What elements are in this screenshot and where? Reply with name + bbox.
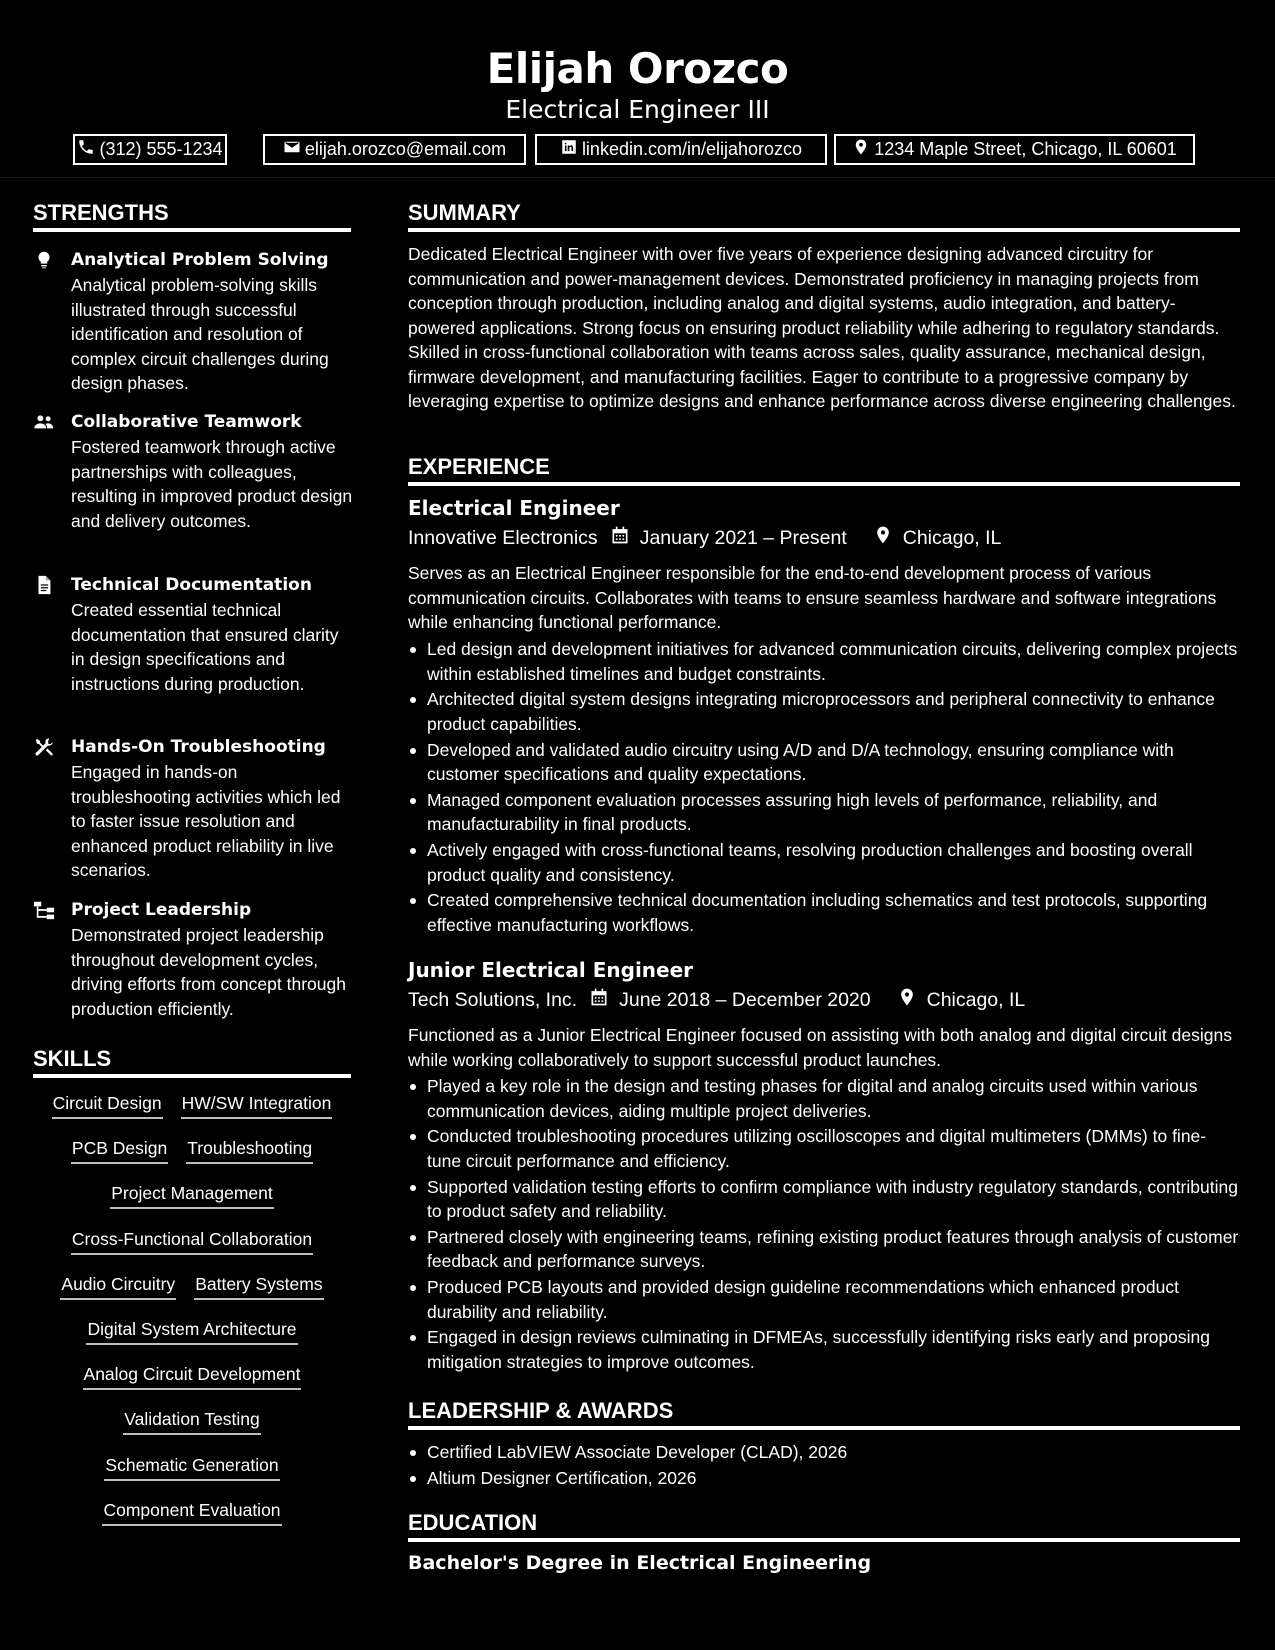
skills-list <box>33 1092 351 1544</box>
document-icon <box>33 574 55 596</box>
summary-heading: SUMMARY <box>408 199 1240 232</box>
job-bullets <box>408 1074 1240 1376</box>
strength-item <box>33 248 353 398</box>
job-location: Chicago, IL <box>926 988 1026 1011</box>
education-heading: EDUCATION <box>408 1509 1240 1542</box>
strength-description: Created essential technical documentation that ensured clarity in design specifications and instructions during production. <box>71 600 339 694</box>
lightbulb-icon <box>33 249 55 271</box>
strengths-heading: STRENGTHS <box>33 199 351 232</box>
job-title: Electrical Engineer <box>408 496 620 520</box>
bullet-item: Conducted troubleshooting procedures utilizing oscilloscopes and digital multimeters (DMMs) to fine-tune circuit performance and efficiency. <box>408 1124 1240 1173</box>
sitemap-icon <box>33 899 55 921</box>
skill-tag: Validation Testing <box>123 1408 261 1435</box>
skill-tag: Digital System Architecture <box>86 1318 297 1345</box>
job-description: Serves as an Electrical Engineer responsible for the end-to-end development process of various communication circuits. Collaborates with teams to ensure seamless hardware and software integrations while enhancing functional performance. <box>408 563 1217 632</box>
bullet-item: Partnered closely with engineering teams, refining existing product features through analysis of customer feedback and performance surveys. <box>408 1225 1240 1274</box>
strength-item <box>33 735 353 885</box>
bullet-item: Supported validation testing efforts to confirm compliance with industry regulatory standards, contributing to product safety and reliability. <box>408 1175 1240 1224</box>
bullet-item: Produced PCB layouts and provided design guideline recommendations which enhanced product durability and reliability. <box>408 1275 1240 1324</box>
envelope-icon <box>283 138 301 161</box>
skill-tag: Cross-Functional Collaboration <box>71 1228 313 1255</box>
tools-icon <box>33 736 55 758</box>
calendar-icon <box>598 525 640 551</box>
skill-tag: Component Evaluation <box>102 1499 281 1526</box>
bullet-item: Architected digital system designs integrating microprocessors and peripheral connectivity to enhance product capabilities. <box>408 687 1240 736</box>
award-item: Certified LabVIEW Associate Developer (CLAD), 2026 <box>408 1440 1240 1465</box>
bullet-item: Engaged in design reviews culminating in DFMEAs, successfully identifying risks early and proposing mitigation strategies to improve outcomes. <box>408 1325 1240 1374</box>
summary-text: Dedicated Electrical Engineer with over five years of experience designing advanced circuitry for communication and power-management devices. Demonstrated proficiency in managing projects from conception through production, including analog and digital systems, audio integration, and battery-powered applications. Strong focus on ensuring product reliability while adhering to regulatory standards. Skilled in cross-functional collaboration with teams across sales, quality assurance, mechanical design, firmware development, and manufacturing facilities. Eager to contribute to a progressive company by leveraging expertise to optimize designs and enhance performance across diverse engineering challenges. <box>408 244 1236 411</box>
experience-heading: EXPERIENCE <box>408 453 1240 486</box>
strength-title: Hands-On Troubleshooting <box>71 737 326 757</box>
email-contact[interactable] <box>263 134 526 165</box>
job-dates: January 2021 – Present <box>639 526 847 549</box>
job-meta <box>408 986 1025 1014</box>
map-pin-icon <box>885 987 927 1013</box>
bullet-item: Developed and validated audio circuitry using A/D and D/A technology, ensuring compliance with customer specifications and quality expectations. <box>408 738 1240 787</box>
linkedin-contact[interactable] <box>535 134 827 165</box>
skill-tag: Project Management <box>110 1182 273 1209</box>
bullet-item: Managed component evaluation processes assuring high levels of performance, reliability, and manufacturability in final products. <box>408 788 1240 837</box>
bullet-item: Played a key role in the design and testing phases for digital and analog circuits used within various communication devices, aiding multiple project deliveries. <box>408 1074 1240 1123</box>
candidate-title: Electrical Engineer III <box>505 95 770 124</box>
skill-tag: Audio Circuitry <box>60 1273 176 1300</box>
bullet-item: Led design and development initiatives for advanced communication circuits, delivering complex projects within established timelines and budget constraints. <box>408 637 1240 686</box>
email-text: elijah.orozco@email.com <box>304 139 507 159</box>
job-bullets <box>408 637 1240 939</box>
skill-tag: Schematic Generation <box>104 1454 279 1481</box>
skill-tag: PCB Design <box>71 1137 168 1164</box>
map-pin-icon <box>861 525 903 551</box>
job-meta <box>408 524 1001 552</box>
job-location: Chicago, IL <box>902 526 1002 549</box>
bullet-item: Created comprehensive technical documentation including schematics and test protocols, supporting effective manufacturing workflows. <box>408 888 1240 937</box>
bullet-item: Actively engaged with cross-functional teams, resolving production challenges and boosting overall product quality and consistency. <box>408 838 1240 887</box>
skill-tag: HW/SW Integration <box>181 1092 333 1119</box>
strength-description: Analytical problem-solving skills illustrated through successful identification and resolution of complex circuit challenges during design phases. <box>71 275 329 393</box>
phone-contact[interactable] <box>73 134 227 165</box>
strength-title: Collaborative Teamwork <box>71 412 302 432</box>
address-text: 1234 Maple Street, Chicago, IL 60601 <box>874 139 1177 159</box>
map-pin-icon <box>852 138 870 161</box>
strength-description: Demonstrated project leadership throughout development cycles, driving efforts from concept through production efficiently. <box>71 925 346 1019</box>
strength-item <box>33 410 353 560</box>
candidate-name: Elijah Orozco <box>486 44 789 93</box>
strength-item <box>33 573 353 723</box>
awards-list <box>408 1440 1240 1492</box>
strength-title: Project Leadership <box>71 900 252 920</box>
job-description: Functioned as a Junior Electrical Engineer focused on assisting with both analog and digital circuit designs while working collaboratively to support successful product launches. <box>408 1025 1232 1070</box>
job-title: Junior Electrical Engineer <box>408 958 694 982</box>
skill-tag: Troubleshooting <box>186 1137 313 1164</box>
phone-icon <box>77 138 95 161</box>
skill-tag: Battery Systems <box>194 1273 323 1300</box>
linkedin-text: linkedin.com/in/elijahorozco <box>581 139 803 159</box>
skills-heading: SKILLS <box>33 1045 351 1078</box>
linkedin-icon <box>560 138 578 161</box>
skill-tag: Circuit Design <box>52 1092 163 1119</box>
strength-title: Technical Documentation <box>71 575 312 595</box>
phone-text: (312) 555-1234 <box>99 139 223 159</box>
education-degree: Bachelor's Degree in Electrical Engineering <box>408 1552 872 1574</box>
strength-description: Engaged in hands-on troubleshooting activities which led to faster issue resolution and enhanced product reliability in live scenarios. <box>71 762 341 880</box>
strength-description: Fostered teamwork through active partnerships with colleagues, resulting in improved product design and delivery outcomes. <box>71 437 353 531</box>
company-name: Tech Solutions, Inc. <box>408 988 578 1011</box>
resume-header <box>0 0 1275 178</box>
skill-tag: Analog Circuit Development <box>83 1363 302 1390</box>
strength-title: Analytical Problem Solving <box>71 250 329 270</box>
award-item: Altium Designer Certification, 2026 <box>408 1466 1240 1491</box>
awards-heading: LEADERSHIP & AWARDS <box>408 1397 1240 1430</box>
address-contact <box>834 134 1195 165</box>
strength-item <box>33 898 353 1028</box>
calendar-icon <box>577 987 619 1013</box>
users-icon <box>33 411 55 433</box>
job-dates: June 2018 – December 2020 <box>619 988 871 1011</box>
company-name: Innovative Electronics <box>408 526 598 549</box>
